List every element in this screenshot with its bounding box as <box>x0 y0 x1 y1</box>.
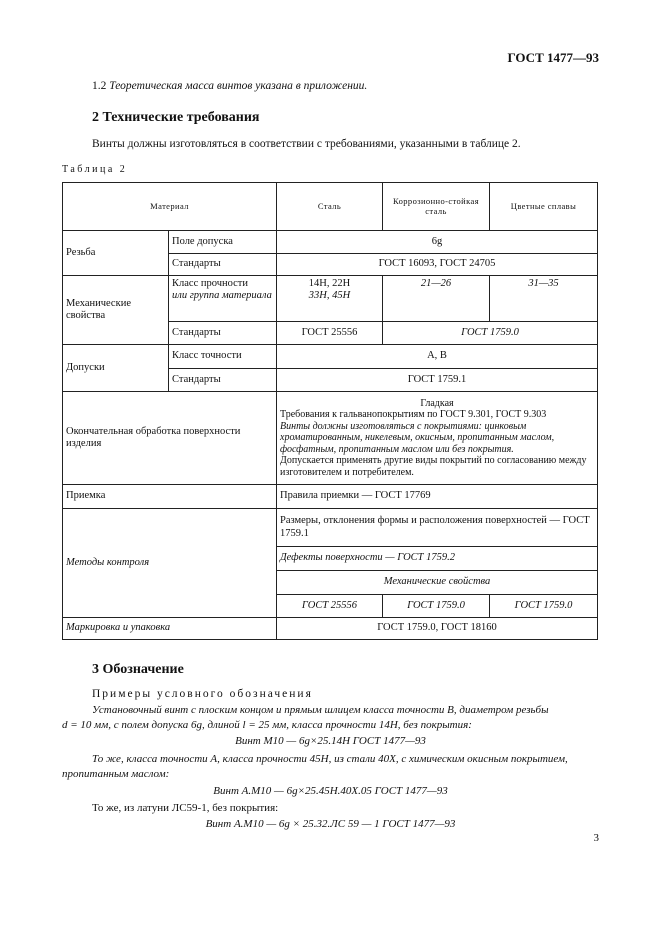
table-row <box>63 485 598 509</box>
strength-steel-line1: 14Н, 22Н <box>308 278 351 289</box>
mech-standard-steel: ГОСТ 25556 <box>277 322 383 345</box>
examples-title: Примеры условного обозначения <box>92 688 313 700</box>
table-row <box>63 231 598 254</box>
tolerances-label: Допуски <box>63 345 169 392</box>
finish-value <box>277 392 598 485</box>
material-group-text: или группа материала <box>172 290 272 302</box>
mech-standard-rest: ГОСТ 1759.0 <box>383 322 598 345</box>
tolerance-field-label: Поле допуска <box>169 231 277 254</box>
accuracy-class-label: Класс точности <box>169 345 277 369</box>
standards-label: Стандарты <box>169 254 277 276</box>
table-row <box>63 618 598 640</box>
table-row <box>63 392 598 485</box>
example-2-line1: То же, класса точности А, класса прочности 45H, из стали 40Х, с химическим окисным покрытием, <box>92 753 568 765</box>
table-row <box>63 509 598 547</box>
section-2-title: 2 Технические требования <box>92 110 260 125</box>
control-defects: Дефекты поверхности — ГОСТ 1759.2 <box>277 547 598 571</box>
formula-3: Винт А.М10 — 6g × 25.32.ЛС 59 — 1 ГОСТ 1477—93 <box>205 818 456 830</box>
section-3-title: 3 Обозначение <box>92 662 184 677</box>
formula-2: Винт А.М10 — 6g×25.45H.40Х.05 ГОСТ 1477—93 <box>213 785 448 797</box>
table-row <box>63 345 598 369</box>
marking-label: Маркировка и упаковка <box>63 618 277 640</box>
header-steel: Сталь <box>277 183 383 231</box>
section-2-text: Винты должны изготовляться в соответствии с требованиями, указанными в таблице 2. <box>92 138 521 150</box>
thread-label: Резьба <box>63 231 169 276</box>
clause-text: Теоретическая масса винтов указана в приложении. <box>109 80 368 92</box>
strength-steel <box>277 276 383 322</box>
control-mech-stainless: ГОСТ 1759.0 <box>383 595 490 618</box>
header-material: Материал <box>63 183 277 231</box>
control-methods-label: Методы контроля <box>63 509 277 618</box>
tolerances-standard-value: ГОСТ 1759.1 <box>277 369 598 392</box>
finish-line3: Допускается применять другие виды покрытий по согласованию между изготовителем и потребителем. <box>280 455 587 478</box>
finish-title: Гладкая <box>420 397 454 409</box>
finish-label: Окончательная обработка поверхности изделия <box>63 392 277 485</box>
acceptance-label: Приемка <box>63 485 277 509</box>
finish-line2: Винты должны изготовляться с покрытиями: цинковым хроматированным, никелевым, окисным, пропитанным маслом, фосфатным, пропитанным маслом или без покрытия. <box>280 420 555 455</box>
marking-value: ГОСТ 1759.0, ГОСТ 18160 <box>277 618 598 640</box>
strength-class-label <box>169 276 277 322</box>
example-1-line1: Установочный винт с плоским концом и прямым шлицем класса точности В, диаметром резьбы <box>92 704 549 716</box>
control-dimensions: Размеры, отклонения формы и расположения поверхностей — ГОСТ 1759.1 <box>277 509 598 547</box>
strength-steel-line2: 33Н, 45Н <box>308 290 351 302</box>
thread-standards-value: ГОСТ 16093, ГОСТ 24705 <box>277 254 598 276</box>
example-2-line2: пропитанным маслом: <box>62 768 170 780</box>
clause-1-2 <box>92 80 367 92</box>
strength-color: 31—35 <box>490 276 598 322</box>
document-header: ГОСТ 1477—93 <box>507 50 599 65</box>
control-mech-steel: ГОСТ 25556 <box>277 595 383 618</box>
header-stainless: Коррозионно-стойкая сталь <box>383 183 490 231</box>
finish-line1: Требования к гальванопокрытиям по ГОСТ 9.301, ГОСТ 9.303 <box>280 409 547 421</box>
page-number: 3 <box>593 832 599 844</box>
control-mech-title: Механические свойства <box>277 571 598 595</box>
mechanical-label: Механические свойства <box>63 276 169 345</box>
formula-1: Винт М10 — 6g×25.14H ГОСТ 1477—93 <box>235 735 426 747</box>
strength-stainless: 21—26 <box>383 276 490 322</box>
requirements-table <box>62 182 598 640</box>
table-row <box>63 276 598 322</box>
acceptance-value: Правила приемки — ГОСТ 17769 <box>277 485 598 509</box>
clause-number: 1.2 <box>92 80 107 92</box>
strength-class-text: Класс прочности <box>172 278 248 289</box>
example-1-line2: d = 10 мм, с полем допуска 6g, длиной l = 25 мм, класса прочности 14H, без покрытия: <box>62 719 472 731</box>
accuracy-class-value: А, В <box>277 345 598 369</box>
table-caption: Таблица 2 <box>62 164 128 175</box>
control-mech-color: ГОСТ 1759.0 <box>490 595 598 618</box>
standards-label: Стандарты <box>169 322 277 345</box>
header-color-alloys: Цветные сплавы <box>490 183 598 231</box>
table-header-row <box>63 183 598 231</box>
tolerance-field-value: 6g <box>277 231 598 254</box>
example-3: То же, из латуни ЛС59-1, без покрытия: <box>92 802 279 814</box>
standards-label: Стандарты <box>169 369 277 392</box>
